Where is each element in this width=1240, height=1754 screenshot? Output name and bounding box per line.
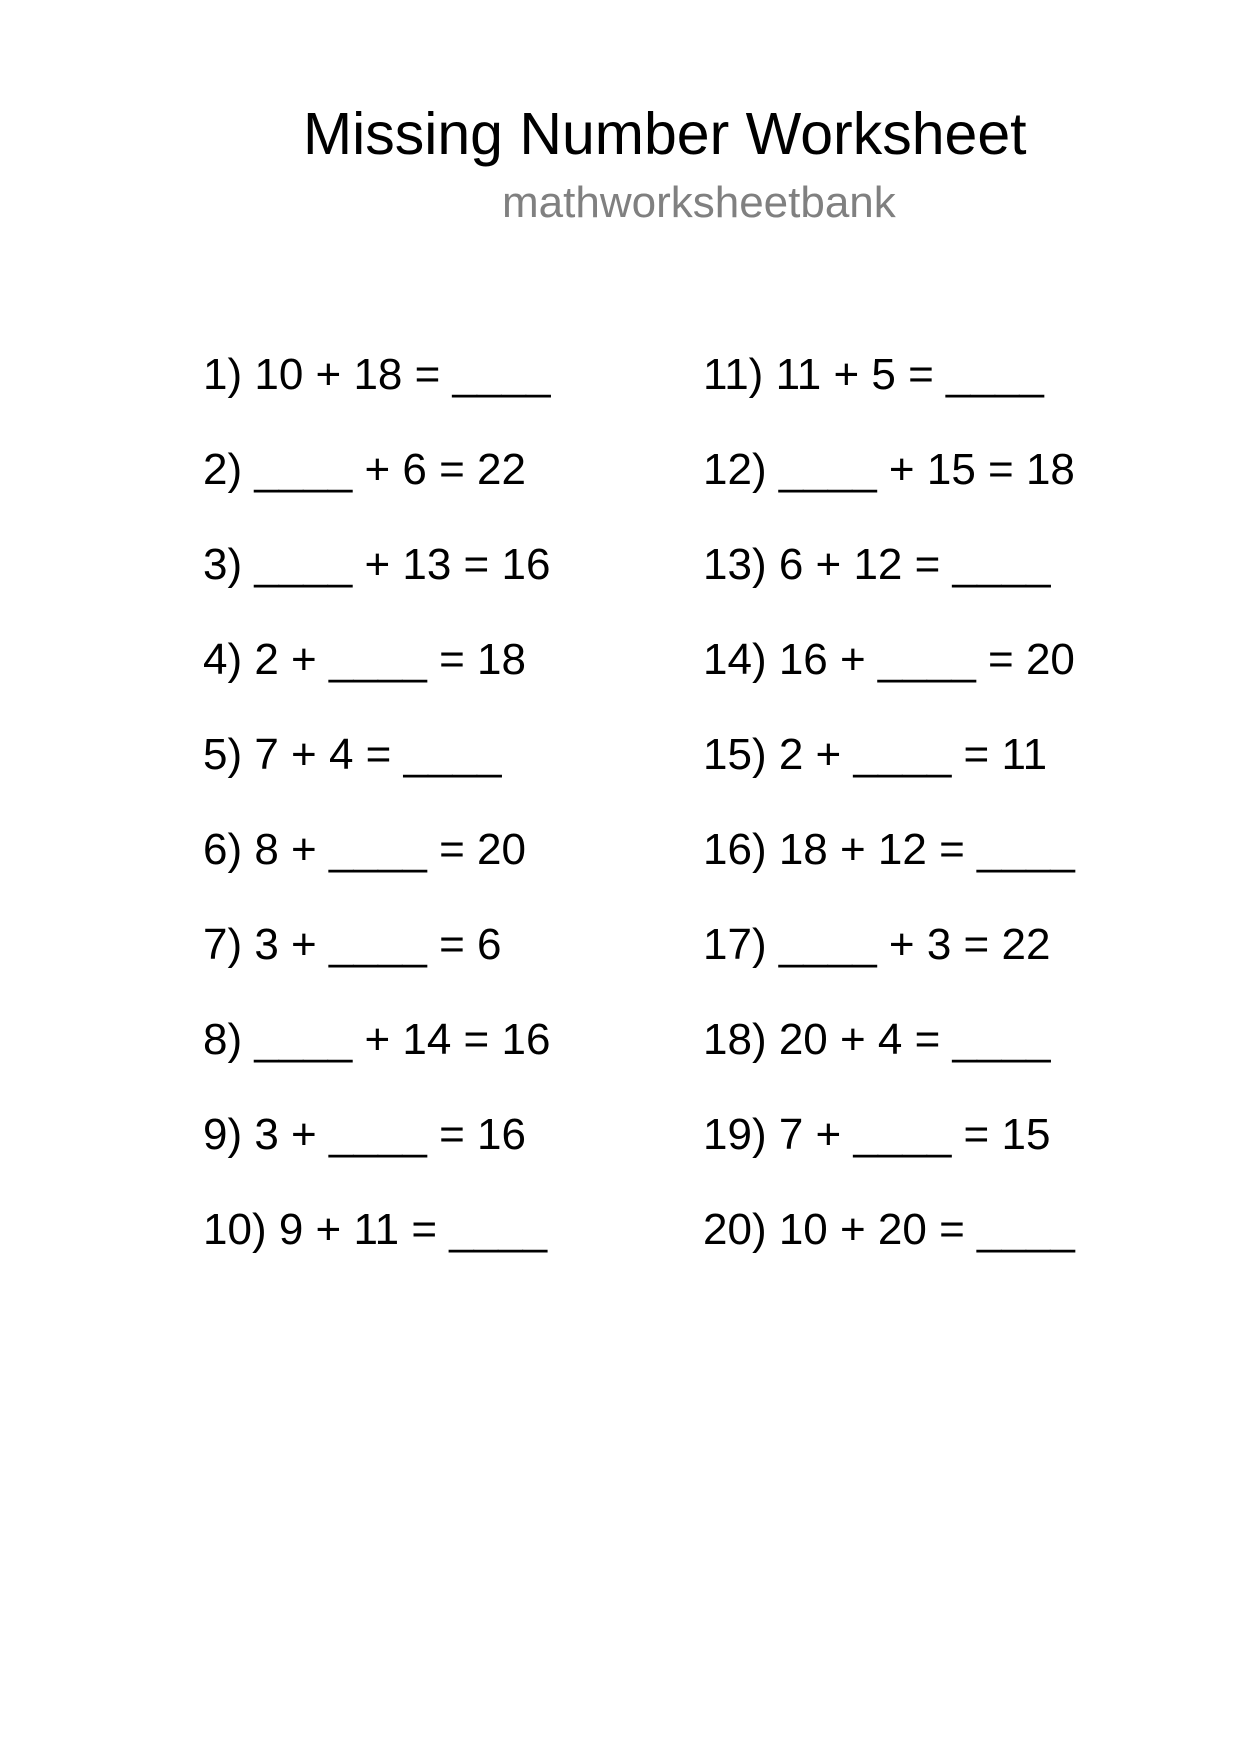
problem-expression: ____ + 13 = 16 [254, 540, 551, 589]
problem-number: 16) [703, 825, 767, 874]
problem-item [203, 825, 550, 923]
problem-expression: 20 + 4 = ____ [778, 1015, 1051, 1064]
worksheet-title: Missing Number Worksheet [303, 101, 1027, 167]
problem-item [203, 1205, 550, 1303]
problem-expression: 18 + 12 = ____ [778, 825, 1075, 874]
problem-number: 18) [703, 1015, 767, 1064]
problem-expression: 16 + ____ = 20 [778, 635, 1075, 684]
problem-item [203, 920, 550, 1018]
problem-number: 8) [203, 1015, 243, 1064]
problem-expression: ____ + 6 = 22 [254, 445, 526, 494]
problem-item [703, 445, 1075, 543]
problem-expression: ____ + 14 = 16 [254, 1015, 551, 1064]
problems-left-column [203, 350, 551, 1303]
problem-number: 14) [703, 635, 767, 684]
problem-item [203, 540, 551, 638]
problem-expression: 10 + 20 = ____ [778, 1205, 1075, 1254]
problem-number: 12) [703, 445, 767, 494]
problem-expression: 3 + ____ = 16 [254, 1110, 526, 1159]
problem-item [203, 730, 550, 828]
problem-item [703, 730, 1075, 828]
problem-expression: ____ + 15 = 18 [778, 445, 1075, 494]
problem-item [203, 1015, 551, 1113]
problem-number: 3) [203, 540, 243, 589]
problem-expression: 7 + 4 = ____ [254, 730, 502, 779]
problem-number: 1) [203, 350, 243, 399]
problem-item [703, 1110, 1075, 1208]
problem-number: 11) [703, 350, 764, 399]
problem-expression: 7 + ____ = 15 [778, 1110, 1051, 1159]
problem-expression: 3 + ____ = 6 [254, 920, 502, 969]
problem-expression: 9 + 11 = ____ [278, 1205, 548, 1254]
problem-item [203, 1110, 550, 1208]
problem-item [703, 1015, 1075, 1113]
problem-item [203, 350, 551, 448]
problem-number: 5) [203, 730, 243, 779]
problem-number: 17) [703, 920, 767, 969]
problem-expression: 6 + 12 = ____ [778, 540, 1051, 589]
problem-item [703, 540, 1075, 638]
problem-expression: 2 + ____ = 18 [254, 635, 526, 684]
problem-item [703, 635, 1075, 733]
problem-number: 9) [203, 1110, 243, 1159]
problem-expression: 11 + 5 = ____ [775, 350, 1044, 399]
problem-number: 2) [203, 445, 243, 494]
problem-item [703, 920, 1075, 1018]
problems-right-column [703, 350, 1075, 1303]
problem-number: 6) [203, 825, 243, 874]
problem-item [203, 635, 550, 733]
worksheet-source: mathworksheetbank [502, 178, 896, 227]
problem-expression: ____ + 3 = 22 [778, 920, 1051, 969]
problem-item [703, 825, 1075, 923]
problem-expression: 2 + ____ = 11 [778, 730, 1048, 779]
problem-number: 19) [703, 1110, 767, 1159]
problem-number: 15) [703, 730, 767, 779]
problem-number: 7) [203, 920, 243, 969]
problem-number: 10) [203, 1205, 267, 1254]
problem-item [203, 445, 550, 543]
problem-expression: 8 + ____ = 20 [254, 825, 526, 874]
problem-expression: 10 + 18 = ____ [254, 350, 551, 399]
problem-number: 4) [203, 635, 243, 684]
problem-item [703, 1205, 1075, 1303]
problem-item [703, 350, 1075, 448]
problem-number: 13) [703, 540, 767, 589]
problem-number: 20) [703, 1205, 767, 1254]
